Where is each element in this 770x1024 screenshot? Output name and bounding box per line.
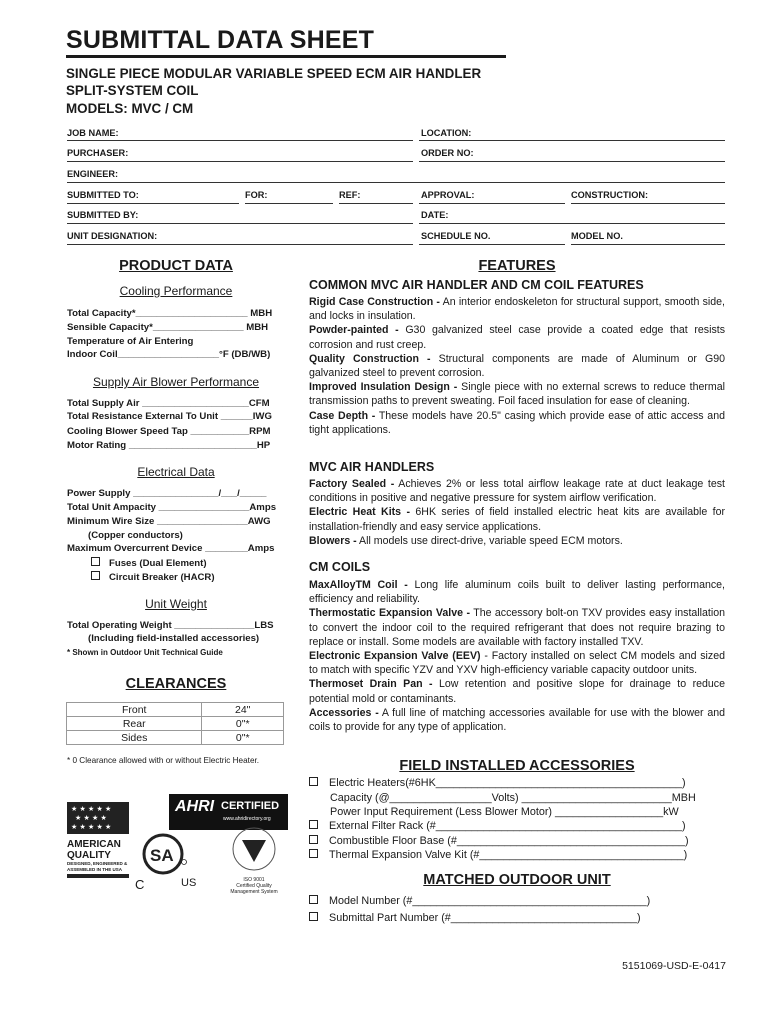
total-capacity-line: Total Capacity*_____________________ MBH (67, 308, 273, 319)
minimum-wire-size-line: Minimum Wire Size _________________AWG (67, 516, 271, 527)
feature-term: Powder-painted - (309, 324, 399, 337)
engineer-label: ENGINEER: (67, 169, 119, 179)
feature-term: Case Depth - (309, 409, 376, 422)
feature-term: Electronic Expansion Valve (EEV) (309, 650, 481, 663)
filter-rack-label: External Filter Rack (#_________________________________________) (329, 820, 686, 832)
list-item (309, 534, 725, 548)
clearances-heading: CLEARANCES (125, 676, 227, 692)
list-item (309, 578, 725, 606)
feature-term: Thermoset Drain Pan - (309, 678, 433, 691)
csa-logo (135, 832, 195, 892)
ref-field[interactable] (339, 203, 413, 204)
feature-term: MaxAlloyTM Coil - (309, 579, 408, 591)
csa-icon (139, 832, 189, 878)
cm-coils-heading: CM COILS (309, 560, 371, 574)
subtitle-models: MODELS: MVC / CM (66, 101, 194, 116)
job-name-label: JOB NAME: (67, 128, 119, 138)
capacity-line: Capacity (@_________________Volts) _________________________MBH (330, 792, 696, 804)
table-row (67, 703, 284, 717)
clearance-value: 0"* (202, 717, 284, 731)
electrical-data-heading: Electrical Data (137, 465, 215, 479)
product-data-heading: PRODUCT DATA (119, 258, 233, 274)
feature-text: These models have 20.5" casing which provide ease of attic access and tight applications. (309, 409, 725, 436)
purchaser-label: PURCHASER: (67, 148, 129, 158)
submitted-by-label: SUBMITTED BY: (67, 210, 139, 220)
iso-text: Management System (230, 889, 278, 895)
feature-text: A full line of matching accessories available for use with the blower and coils to provide for any type of application. (309, 706, 725, 734)
american-quality-logo (67, 802, 129, 884)
blower-performance-heading: Supply Air Blower Performance (92, 375, 260, 389)
american-quality-text: QUALITY (67, 850, 111, 861)
list-item (309, 295, 725, 323)
feature-text: The accessory bolt-on TXV provides easy installation to convert the indoor coil to the required refrigerant that does not require brazing to replace or install. Some models are available with factory installed TXV. (309, 607, 725, 648)
feature-text: 6HK series of field installed electric heat kits are available for installation-friendly and easy service applications. (309, 506, 725, 533)
csa-c-text: C (135, 877, 145, 892)
filter-rack-checkbox[interactable] (309, 820, 318, 829)
order-no-label: ORDER NO: (421, 148, 474, 158)
unit-designation-field[interactable] (67, 244, 413, 245)
outdoor-unit-note: * Shown in Outdoor Unit Technical Guide (67, 648, 223, 657)
list-item (309, 352, 725, 380)
temperature-air-entering-line: Temperature of Air Entering (67, 336, 194, 347)
clearance-label: Front (67, 703, 202, 717)
model-number-option[interactable] (309, 895, 650, 907)
submitted-by-field[interactable] (67, 223, 413, 224)
iso-emblem-icon (222, 826, 286, 872)
list-item (309, 677, 725, 705)
txv-kit-checkbox[interactable] (309, 849, 318, 858)
model-number-checkbox[interactable] (309, 895, 318, 904)
purchaser-field[interactable] (67, 161, 413, 162)
feature-term: Electric Heat Kits - (309, 506, 410, 519)
floor-base-checkbox[interactable] (309, 835, 318, 844)
features-heading: FEATURES (478, 258, 556, 274)
electric-heaters-checkbox[interactable] (309, 777, 318, 786)
american-quality-text: DESIGNED, ENGINEERED & (67, 861, 128, 866)
iso-text: ISO 9001 (243, 877, 265, 883)
svg-text:★ ★ ★ ★ ★: ★ ★ ★ ★ ★ (71, 823, 112, 831)
submittal-part-label: Submittal Part Number (#_______________________________) (329, 912, 641, 924)
electric-heaters-label: Electric Heaters(#6HK_________________________________________) (329, 777, 686, 789)
approval-field[interactable] (419, 203, 565, 204)
subtitle-coil: SPLIT-SYSTEM COIL (66, 83, 199, 98)
table-row (67, 717, 284, 731)
ahri-text: AHRI (175, 798, 215, 815)
engineer-field[interactable] (67, 182, 725, 183)
feature-text: Structural components are made of Aluminum or G90 galvanized steel to prevent corrosion. (309, 352, 725, 380)
list-item (309, 505, 725, 533)
circuit-breaker-option[interactable] (91, 571, 309, 583)
clearance-label: Rear (67, 717, 202, 731)
sensible-capacity-line: Sensible Capacity*_________________ MBH (67, 322, 269, 333)
date-field[interactable] (419, 223, 725, 224)
cm-features-list (309, 578, 725, 734)
feature-term: Rigid Case Construction - (309, 296, 440, 308)
model-number-label: Model Number (#_______________________________________) (329, 895, 651, 907)
submittal-part-option[interactable] (309, 912, 641, 924)
feature-text: Low retention and positive slope for drainage to reduce potential mold or contaminants. (309, 678, 725, 705)
mvc-features-list (309, 477, 725, 548)
for-field[interactable] (245, 203, 333, 204)
feature-text: Achieves 2% or less total airflow leakage rate at duct leakage test conditions in positive and negative pressure for system airflow verification. (309, 478, 725, 505)
feature-term: Accessories - (309, 706, 379, 719)
model-no-label: MODEL NO. (571, 231, 623, 241)
american-quality-text: ASSEMBLED IN THE USA (67, 866, 123, 872)
svg-text:★ ★ ★ ★: ★ ★ ★ ★ (75, 814, 107, 822)
logo-bar (67, 874, 129, 878)
common-features-list (309, 295, 725, 437)
motor-rating-line: Motor Rating ________________________HP (67, 440, 271, 451)
list-item (309, 606, 725, 649)
fuses-label: Fuses (Dual Element) (109, 558, 207, 569)
fuses-option[interactable] (91, 557, 309, 569)
including-accessories-line: (Including field-installed accessories) (88, 633, 260, 644)
feature-text: All models use direct-drive, variable speed ECM motors. (356, 534, 623, 547)
total-supply-air-line: Total Supply Air ____________________CFM (67, 398, 270, 409)
order-no-field[interactable] (419, 161, 725, 162)
feature-text: Single piece with no external screws to reduce thermal transmission paths to prevent sweating. Foil faced insulation for ease of cleaning. (309, 381, 725, 408)
clearance-value: 0"* (202, 731, 284, 745)
unit-weight-heading: Unit Weight (145, 597, 207, 611)
unit-designation-label: UNIT DESIGNATION: (67, 231, 158, 241)
submitted-to-field[interactable] (67, 203, 239, 204)
job-name-field[interactable] (67, 140, 413, 141)
feature-term: Quality Construction - (309, 352, 431, 365)
american-quality-text: AMERICAN (67, 839, 121, 850)
list-item (309, 409, 725, 437)
total-operating-weight-line: Total Operating Weight _______________LBS (67, 620, 274, 631)
clearances-table (66, 702, 284, 745)
floor-base-option[interactable] (309, 835, 689, 847)
date-label: DATE: (421, 210, 449, 220)
list-item (309, 380, 725, 408)
max-overcurrent-line: Maximum Overcurrent Device ________Amps (67, 543, 275, 554)
ahri-certified-logo (169, 794, 288, 830)
clearance-label: Sides (67, 731, 202, 745)
clearance-note: * 0 Clearance allowed with or without Electric Heater. (67, 756, 260, 765)
circuit-breaker-checkbox[interactable] (91, 571, 100, 580)
flag-icon (67, 802, 129, 834)
txv-kit-option[interactable] (309, 849, 687, 861)
subtitle-product: SINGLE PIECE MODULAR VARIABLE SPEED ECM AIR HANDLER (66, 66, 482, 81)
page-title: SUBMITTAL DATA SHEET (66, 26, 375, 54)
svg-text:★ ★ ★ ★ ★: ★ ★ ★ ★ ★ (71, 805, 112, 813)
cooling-blower-speed-line: Cooling Blower Speed Tap ___________RPM (67, 426, 271, 437)
title-underline (66, 55, 506, 58)
total-resistance-line: Total Resistance External To Unit ______IWG (67, 411, 272, 422)
model-no-field[interactable] (571, 244, 725, 245)
table-row (67, 731, 284, 745)
feature-term: Factory Sealed - (309, 478, 395, 490)
list-item (309, 477, 725, 505)
power-input-line: Power Input Requirement (Less Blower Motor) __________________kW (330, 806, 679, 818)
feature-term: Thermostatic Expansion Valve - (309, 607, 470, 620)
electric-heaters-option[interactable] (309, 777, 686, 789)
ahri-url: www.ahridirectory.org (223, 816, 271, 822)
floor-base-label: Combustible Floor Base (#______________________________________) (329, 835, 689, 847)
svg-text:SA: SA (150, 846, 174, 865)
clearance-value: 24" (202, 703, 284, 717)
iso-logo (222, 826, 286, 898)
filter-rack-option[interactable] (309, 820, 686, 832)
submitted-to-label: SUBMITTED TO: (67, 190, 139, 200)
indoor-coil-line: Indoor Coil___________________°F (DB/WB) (67, 349, 271, 360)
txv-kit-label: Thermal Expansion Valve Kit (#__________________________________) (329, 849, 688, 861)
document-number: 5151069-USD-E-0417 (622, 960, 726, 972)
common-features-heading: COMMON MVC AIR HANDLER AND CM COIL FEATURES (309, 278, 644, 292)
schedule-no-field[interactable] (419, 244, 565, 245)
csa-us-text: US (181, 877, 197, 889)
copper-conductors-line: (Copper conductors) (88, 530, 183, 541)
list-item (309, 649, 725, 677)
feature-text: Long life aluminum coils built to deliver lasting performance, efficiency and reliability. (309, 579, 725, 606)
feature-text: G30 galvanized steel case provide a coated edge that resists corrosion and rust creep. (309, 324, 725, 351)
submittal-part-checkbox[interactable] (309, 912, 318, 921)
feature-term: Blowers - (309, 534, 357, 547)
fuses-checkbox[interactable] (91, 557, 100, 566)
location-label: LOCATION: (421, 128, 472, 138)
feature-text: - Factory installed on select CM models and sized to match with specific YZV and YXV high-efficiency variable capacity outdoor units. (309, 650, 725, 677)
ref-label: REF: (339, 190, 361, 200)
iso-text: Certified Quality (236, 883, 272, 889)
mvc-air-handlers-heading: MVC AIR HANDLERS (309, 460, 435, 474)
matched-outdoor-heading: MATCHED OUTDOOR UNIT (423, 872, 611, 888)
cooling-performance-heading: Cooling Performance (119, 284, 233, 298)
circuit-breaker-label: Circuit Breaker (HACR) (109, 572, 215, 583)
feature-text: An interior endoskeleton for structural support, smooth side, and locks in insulation. (309, 296, 725, 323)
list-item (309, 706, 725, 734)
schedule-no-label: SCHEDULE NO. (421, 231, 491, 241)
list-item (309, 323, 725, 351)
for-label: FOR: (245, 190, 268, 200)
total-unit-ampacity-line: Total Unit Ampacity _________________Amps (67, 502, 277, 513)
field-accessories-heading: FIELD INSTALLED ACCESSORIES (399, 758, 635, 774)
feature-term: Improved Insulation Design - (309, 381, 458, 394)
power-supply-line: Power Supply ________________/___/_____ (67, 488, 267, 499)
construction-label: CONSTRUCTION: (571, 190, 649, 200)
ahri-certified-text: CERTIFIED (221, 800, 280, 812)
approval-label: APPROVAL: (421, 190, 475, 200)
location-field[interactable] (419, 140, 725, 141)
construction-field[interactable] (571, 203, 725, 204)
